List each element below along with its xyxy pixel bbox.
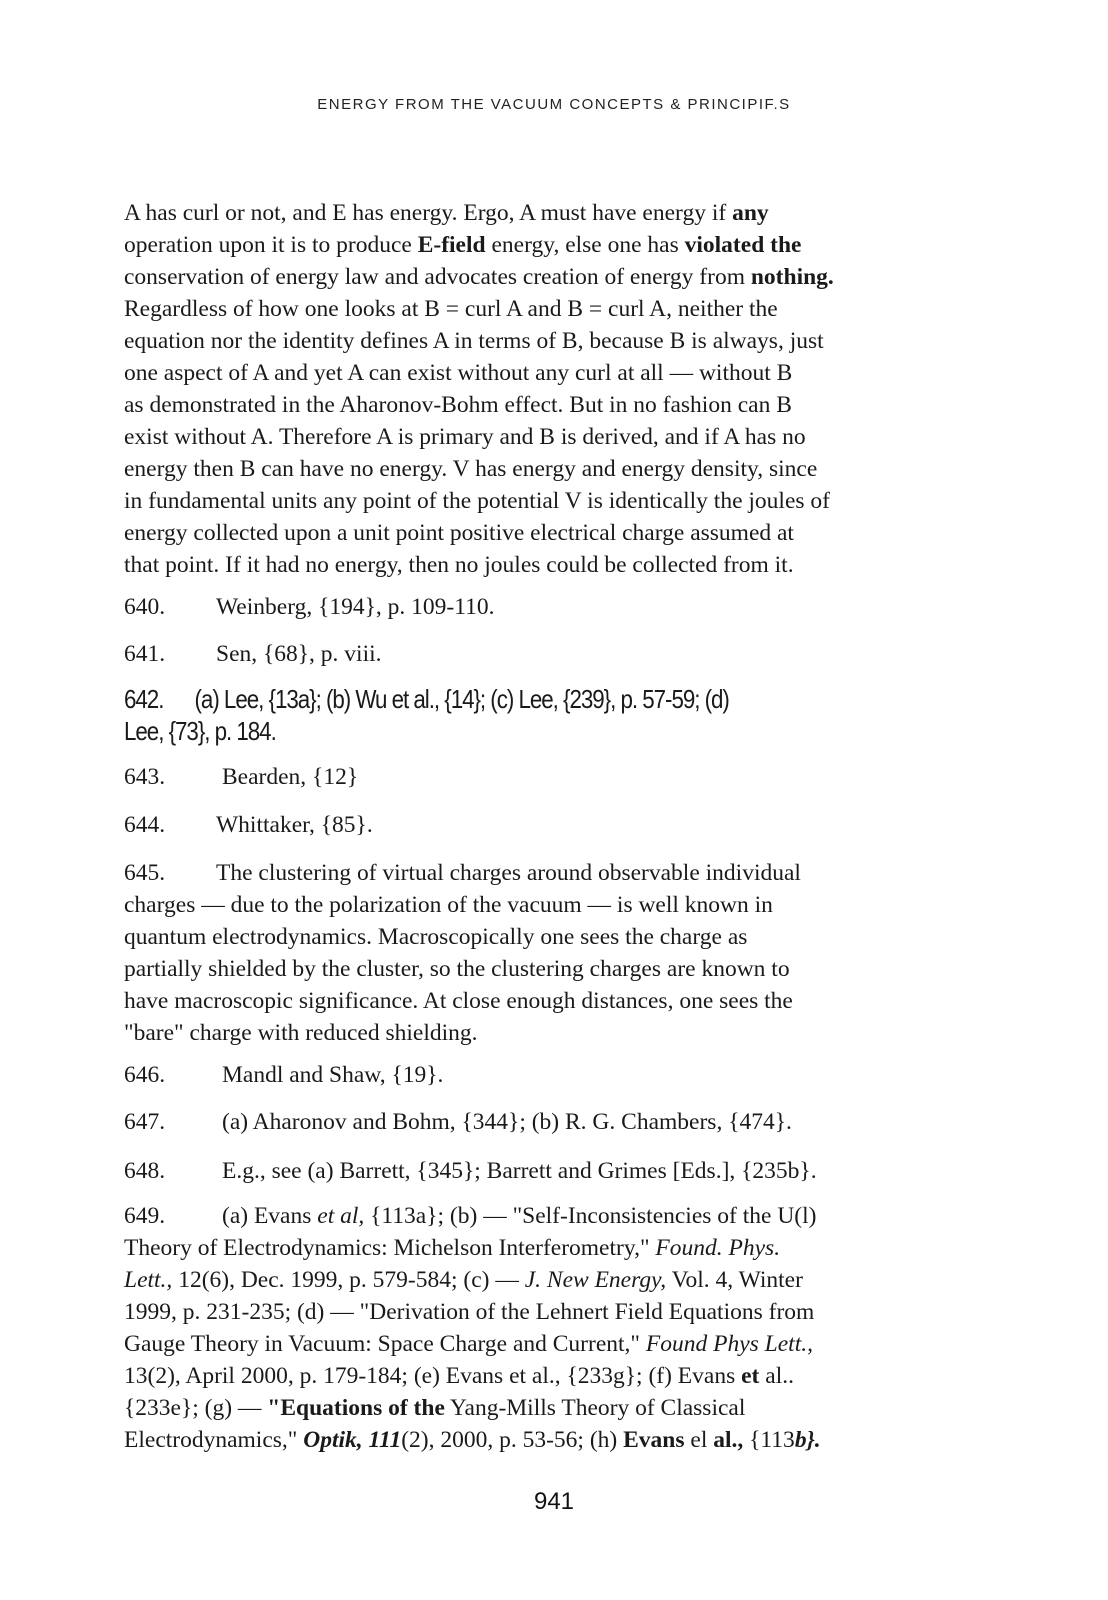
endnote-line <box>124 809 994 841</box>
endnote-line <box>124 1155 994 1187</box>
text-run: Mandl and Shaw, {19}. <box>222 1062 444 1088</box>
endnote-line <box>124 715 984 747</box>
italic-text-run: J. New Energy, <box>524 1267 667 1293</box>
text-run: partially shielded by the cluster, so the clustering charges are known to <box>124 956 790 982</box>
bold-text-run: Evans <box>623 1427 685 1453</box>
endnote-646 <box>124 1059 994 1091</box>
paragraph-line <box>124 261 994 293</box>
text-run: that point. If it had no energy, then no joules could be collected from it. <box>124 552 794 578</box>
text-run: Regardless of how one looks at B = curl A and B = curl A, neither the <box>124 296 778 322</box>
endnote-line <box>124 638 994 670</box>
endnote-648 <box>124 1155 994 1187</box>
endnote-line <box>124 1059 994 1091</box>
paragraph-line <box>124 421 994 453</box>
text-run: Yang-Mills Theory of Classical <box>444 1395 746 1421</box>
bold-italic-text-run: b}. <box>794 1427 821 1453</box>
bold-text-run: "Equations of the <box>267 1395 445 1421</box>
endnote-number: 643. <box>124 764 166 790</box>
text-run: Whittaker, {85}. <box>216 812 373 838</box>
text-run: in fundamental units any point of the potential V is identically the joules of <box>124 488 830 514</box>
text-run: conservation of energy law and advocates creation of energy from <box>124 264 751 290</box>
endnote-line <box>124 889 994 921</box>
text-run: "bare" charge with reduced shielding. <box>124 1020 478 1046</box>
endnote-number: 642. <box>124 684 164 714</box>
text-run: E.g., see (a) Barrett, {345}; Barrett and Grimes [Eds.], {235b}. <box>222 1158 817 1184</box>
endnote-line <box>124 1424 994 1456</box>
endnote-line <box>124 761 994 793</box>
paragraph-line <box>124 197 994 229</box>
endnote-line <box>124 1328 994 1360</box>
text-run: {113a}; (b) — "Self-Inconsistencies of the U(l) <box>364 1203 817 1229</box>
text-run: energy, else one has <box>485 232 685 258</box>
bold-text-run: nothing. <box>750 264 834 290</box>
text-run: as demonstrated in the Aharonov-Bohm effect. But in no fashion can B <box>124 392 792 418</box>
running-header: ENERGY FROM THE VACUUM CONCEPTS & PRINCIPIF.S <box>317 96 791 113</box>
text-run: one aspect of A and yet A can exist without any curl at all — without B <box>124 360 793 386</box>
text-run: Electrodynamics," <box>124 1427 304 1453</box>
endnote-number: 641. <box>124 641 166 667</box>
text-run: Sen, {68}, p. viii. <box>216 641 382 667</box>
endnote-line <box>124 1106 994 1138</box>
text-run: 12(6), Dec. 1999, p. 579-584; (c) — <box>172 1267 525 1293</box>
endnote-line <box>124 857 994 889</box>
endnote-line <box>124 1392 994 1424</box>
italic-text-run: Lett., <box>124 1267 173 1293</box>
paragraph-line <box>124 389 994 421</box>
italic-text-run: et al, <box>317 1203 365 1229</box>
text-run: (a) Lee, {13a}; (b) Wu et al., {14}; (c) Lee, {239}, p. 57-59; (d) <box>194 684 729 714</box>
text-run: (a) Evans <box>222 1203 318 1229</box>
text-run: Vol. 4, Winter <box>666 1267 803 1293</box>
bold-text-run: al., <box>713 1427 744 1453</box>
endnote-line <box>124 953 994 985</box>
text-run: (2), 2000, p. 53-56; (h) <box>401 1427 624 1453</box>
paragraph-line <box>124 549 994 581</box>
endnote-number: 646. <box>124 1062 166 1088</box>
endnote-line <box>124 1200 994 1232</box>
italic-text-run: Found. Phys. <box>655 1235 781 1261</box>
text-run: {233e}; (g) — <box>124 1395 268 1421</box>
endnote-number: 648. <box>124 1158 166 1184</box>
text-run: al.. <box>759 1363 794 1389</box>
endnote-line <box>124 683 984 715</box>
text-run: equation nor the identity defines A in terms of B, because B is always, just <box>124 328 824 354</box>
endnote-line <box>124 1232 994 1264</box>
bold-italic-text-run: Optik, 111 <box>303 1427 402 1453</box>
bold-text-run: E-field <box>417 232 486 258</box>
endnote-number: 640. <box>124 594 166 620</box>
paragraph-line <box>124 517 994 549</box>
text-run: quantum electrodynamics. Macroscopically one sees the charge as <box>124 924 748 950</box>
text-run: {113 <box>743 1427 795 1453</box>
text-run: The clustering of virtual charges around observable individual <box>216 860 801 886</box>
text-run: Weinberg, {194}, p. 109-110. <box>216 594 495 620</box>
paragraph-line <box>124 293 994 325</box>
paragraph-line <box>124 485 994 517</box>
text-run: exist without A. Therefore A is primary and B is derived, and if A has no <box>124 424 806 450</box>
text-run: 13(2), April 2000, p. 179-184; (e) Evans et al., {233g}; (f) Evans <box>124 1363 742 1389</box>
page-number: 941 <box>533 1488 575 1515</box>
endnote-line <box>124 1017 994 1049</box>
endnote-647 <box>124 1106 994 1138</box>
endnote-number: 647. <box>124 1109 166 1135</box>
text-run: have macroscopic significance. At close enough distances, one sees the <box>124 988 793 1014</box>
text-run: 1999, p. 231-235; (d) — "Derivation of the Lehnert Field Equations from <box>124 1299 815 1325</box>
text-run: Theory of Electrodynamics: Michelson Interferometry," <box>124 1235 656 1261</box>
endnote-number: 645. <box>124 860 166 886</box>
body-paragraph <box>124 197 994 581</box>
text-run: operation upon it is to produce <box>124 232 418 258</box>
endnote-line <box>124 1264 994 1296</box>
text-run: A has curl or not, and E has energy. Ergo, A must have energy if <box>124 200 733 226</box>
bold-text-run: any <box>732 200 769 226</box>
text-run: (a) Aharonov and Bohm, {344}; (b) R. G. Chambers, {474}. <box>222 1109 792 1135</box>
text-run: el <box>684 1427 714 1453</box>
paragraph-line <box>124 357 994 389</box>
text-run: charges — due to the polarization of the vacuum — is well known in <box>124 892 773 918</box>
endnote-number: 649. <box>124 1203 166 1229</box>
endnote-649 <box>124 1200 994 1456</box>
text-run: energy collected upon a unit point positive electrical charge assumed at <box>124 520 794 546</box>
endnote-line <box>124 1296 994 1328</box>
endnote-645 <box>124 857 994 1049</box>
endnote-line <box>124 591 994 623</box>
paragraph-line <box>124 325 994 357</box>
endnote-line <box>124 921 994 953</box>
paragraph-line <box>124 453 994 485</box>
endnote-642 <box>124 683 994 747</box>
text-run: Bearden, {12} <box>222 764 359 790</box>
endnote-644 <box>124 809 994 841</box>
endnote-line <box>124 985 994 1017</box>
text-run: Lee, {73}, p. 184. <box>124 716 276 746</box>
italic-text-run: Found Phys Lett., <box>645 1331 813 1357</box>
text-run: energy then B can have no energy. V has energy and energy density, since <box>124 456 818 482</box>
endnote-643 <box>124 761 994 793</box>
endnote-641 <box>124 638 994 670</box>
paragraph-line <box>124 229 994 261</box>
bold-text-run: et <box>741 1363 760 1389</box>
bold-text-run: violated the <box>684 232 802 258</box>
endnote-number: 644. <box>124 812 166 838</box>
endnote-line <box>124 1360 994 1392</box>
text-run: Gauge Theory in Vacuum: Space Charge and Current," <box>124 1331 646 1357</box>
endnote-640 <box>124 591 994 623</box>
